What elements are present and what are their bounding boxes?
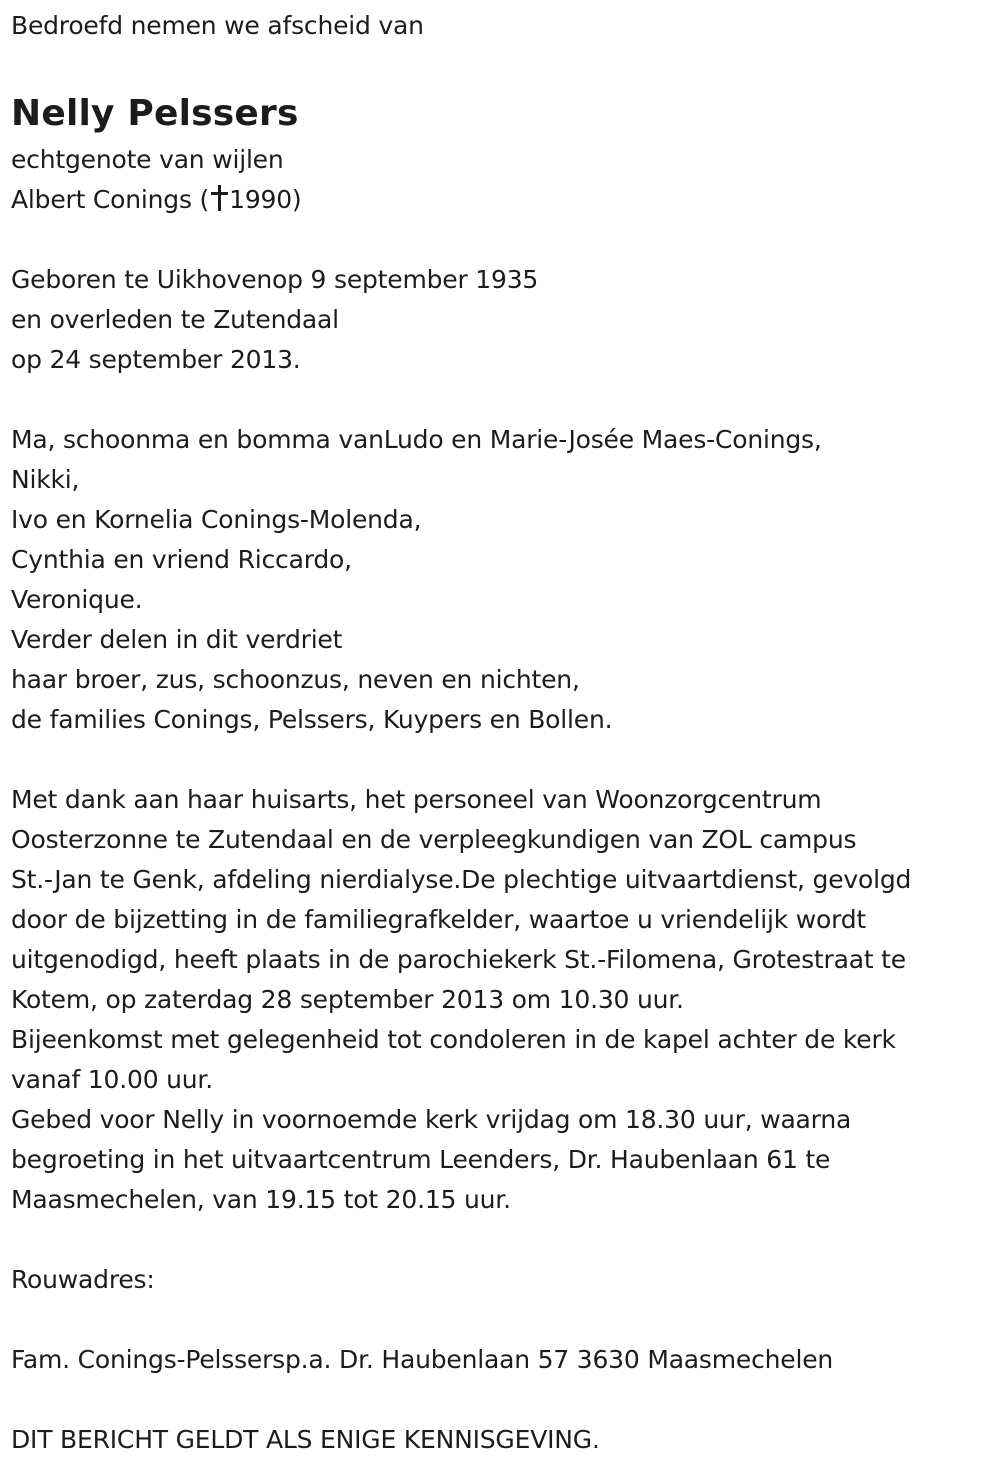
service-line: Gebed voor Nelly in voornoemde kerk vrijdag om 18.30 uur, waarna [11,1105,852,1134]
service-line: begroeting in het uitvaartcentrum Leenders, Dr. Haubenlaan 61 te [11,1145,831,1174]
service-block [11,780,1000,1220]
service-line: vanaf 10.00 uur. [11,1065,213,1094]
spouse-line [11,180,1000,220]
spacer [11,220,1000,260]
family-line: de families Conings, Pelssers, Kuypers en Bollen. [11,705,613,734]
spouse-death-year: 1990) [229,185,302,214]
birth-line: Geboren te Uikhovenop 9 september 1935 [11,265,539,294]
family-line: haar broer, zus, schoonzus, neven en nichten, [11,665,580,694]
spacer [11,46,1000,86]
spacer [11,1300,1000,1340]
service-line: Bijeenkomst met gelegenheid tot condoleren in de kapel achter de kerk [11,1025,896,1054]
relation-text: echtgenote van wijlen [11,145,284,174]
spacer [11,380,1000,420]
service-line: Oosterzonne te Zutendaal en de verpleegkundigen van ZOL campus [11,825,857,854]
address-value: Fam. Conings-Pelssersp.a. Dr. Haubenlaan 57 3630 Maasmechelen [11,1345,834,1374]
address-label: Rouwadres: [11,1265,155,1294]
family-block [11,420,1000,740]
service-line: St.-Jan te Genk, afdeling nierdialyse.De plechtige uitvaartdienst, gevolgd [11,865,912,894]
spacer [11,1220,1000,1260]
service-line: door de bijzetting in de familiegrafkelder, waartoe u vriendelijk wordt [11,905,866,934]
family-line: Cynthia en vriend Riccardo, [11,545,352,574]
family-line: Ma, schoonma en bomma vanLudo en Marie-Josée Maes-Conings, [11,425,822,454]
spacer [11,740,1000,780]
family-line: Veronique. [11,585,143,614]
deceased-name: Nelly Pelssers [11,93,299,134]
family-line: Nikki, [11,465,80,494]
service-line: uitgenodigd, heeft plaats in de parochiekerk St.-Filomena, Grotestraat te [11,945,906,974]
intro-text: Bedroefd nemen we afscheid van [11,11,424,40]
spacer [11,1380,1000,1420]
family-line: Verder delen in dit verdriet [11,625,343,654]
death-date-line: op 24 september 2013. [11,345,301,374]
service-line: Met dank aan haar huisarts, het personeel van Woonzorgcentrum [11,785,822,814]
spouse-name: Albert Conings ( [11,185,210,214]
family-line: Ivo en Kornelia Conings-Molenda, [11,505,422,534]
service-line: Maasmechelen, van 19.15 tot 20.15 uur. [11,1185,511,1214]
service-line: Kotem, op zaterdag 28 september 2013 om 10.30 uur. [11,985,684,1014]
cross-icon [211,185,227,211]
death-place-line: en overleden te Zutendaal [11,305,339,334]
dates-block [11,260,1000,380]
notice-text: DIT BERICHT GELDT ALS ENIGE KENNISGEVING. [11,1425,600,1454]
